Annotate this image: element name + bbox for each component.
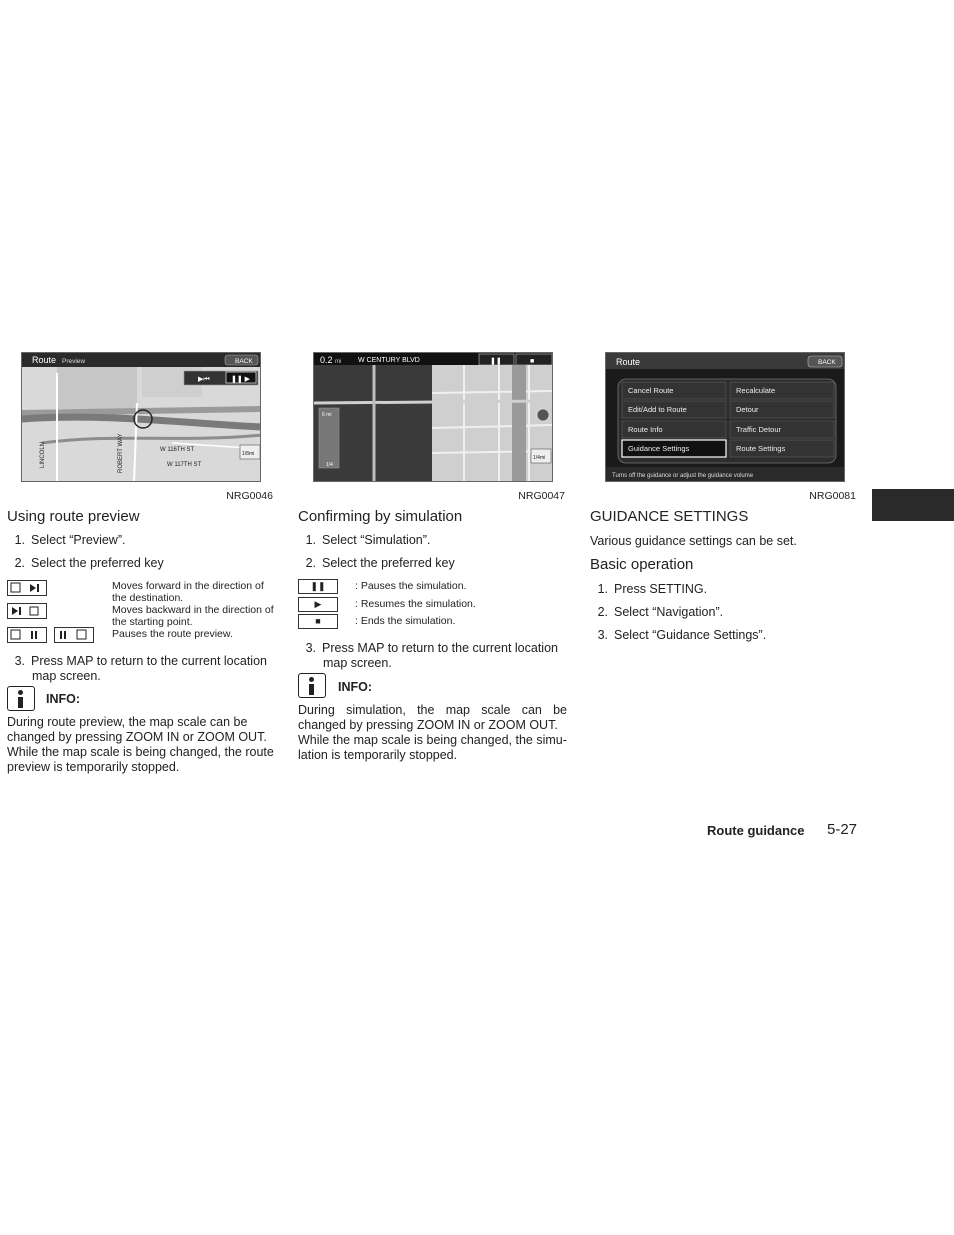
- heading-basic-operation: Basic operation: [590, 556, 694, 573]
- sim-pause-desc: : Pauses the simulation.: [355, 580, 467, 592]
- sim-street: W CENTURY BLVD: [358, 357, 420, 364]
- heading-confirming-by-simulation: Confirming by simulation: [298, 508, 463, 525]
- col1-info-label: INFO:: [46, 692, 81, 706]
- svg-text:❚❚: ❚❚: [490, 358, 502, 365]
- col1-step-2: 2. Select the preferred key: [14, 556, 164, 570]
- section-tab: [872, 489, 954, 521]
- menu-recalculate: Recalculate: [736, 386, 776, 395]
- preview-subtitle: Preview: [62, 358, 86, 365]
- svg-text:■: ■: [530, 358, 535, 365]
- col3-step-3: 3. Select “Guidance Settings”.: [597, 628, 767, 642]
- col1-step-3: 3. Press MAP to return to the current location map screen.: [14, 654, 267, 683]
- figure-route-menu: [605, 352, 845, 482]
- pause-key-icon-a: [7, 627, 47, 643]
- stop-icon: ■: [315, 616, 321, 626]
- menu-back-button: BACK: [818, 359, 836, 366]
- figure-code-nrg0047: NRG0047: [518, 490, 565, 502]
- preview-street-117: W 117TH ST: [167, 462, 202, 468]
- col3-step-1: 1. Press SETTING.: [597, 582, 708, 596]
- sim-end-desc: : Ends the simulation.: [355, 615, 456, 627]
- footer-page-number: 5-27: [827, 821, 858, 838]
- menu-hint: Turns off the guidance or adjust the guidance volume: [612, 473, 754, 479]
- preview-back-button: BACK: [235, 358, 253, 365]
- sim-unit: mi: [335, 359, 342, 365]
- pause-key-icon-b: [54, 627, 94, 643]
- col2-info-label: INFO:: [338, 680, 373, 694]
- col3-step-2: 2. Select “Navigation”.: [597, 605, 724, 619]
- heading-using-route-preview: Using route preview: [7, 508, 140, 525]
- sim-distance: 0.2: [320, 355, 333, 365]
- preview-scale: 1/8mi: [242, 451, 255, 457]
- forward-key-desc: Moves forward in the direction of the destination.: [112, 580, 264, 604]
- info-icon: [7, 686, 35, 711]
- forward-key-icon: [7, 580, 47, 596]
- col2-info-text: During simulation, the map scale can be changed by pressing ZOOM IN or ZOOM OUT. While the map scale is being changed, the simu- lation is temporarily stopped.: [298, 703, 567, 762]
- preview-street-116: W 116TH ST: [160, 447, 195, 453]
- sim-end-key: [298, 614, 338, 629]
- sim-scale-right: 1/4mi: [533, 455, 546, 461]
- pause-icon: ❚❚: [310, 581, 326, 591]
- route-menu-screen: [606, 353, 845, 482]
- svg-text:❚❚ ▶: ❚❚ ▶: [231, 376, 251, 383]
- sim-resume-key: [298, 597, 338, 612]
- backward-key-icon: [7, 603, 47, 619]
- play-icon: ▶: [314, 599, 322, 609]
- menu-guidance-settings: Guidance Settings: [628, 444, 690, 453]
- sim-scale-bottom: 1/4: [326, 462, 333, 468]
- svg-text:▶⏮: ▶⏮: [198, 376, 210, 383]
- figure-route-preview: [21, 352, 261, 482]
- col3-intro: Various guidance settings can be set.: [590, 534, 797, 548]
- footer-section: Route guidance: [707, 823, 805, 838]
- figure-simulation: [313, 352, 553, 482]
- preview-street-robert: ROBERT WAY: [118, 433, 124, 473]
- menu-route-info: Route Info: [628, 425, 663, 434]
- menu-edit-add: Edit/Add to Route: [628, 405, 687, 414]
- figure-code-nrg0081: NRG0081: [809, 490, 856, 502]
- backward-key-desc: Moves backward in the direction of the starting point.: [112, 604, 274, 628]
- sim-pause-key: [298, 579, 338, 594]
- menu-route-settings: Route Settings: [736, 444, 786, 453]
- info-icon: [298, 673, 326, 698]
- menu-detour: Detour: [736, 405, 759, 414]
- col2-step-1: 1. Select “Simulation”.: [305, 533, 431, 547]
- col1-step-1: 1. Select “Preview”.: [14, 533, 126, 547]
- heading-guidance-settings: GUIDANCE SETTINGS: [590, 508, 749, 525]
- menu-cancel-route: Cancel Route: [628, 386, 674, 395]
- figure-code-nrg0046: NRG0046: [226, 490, 273, 502]
- menu-title: Route: [616, 357, 641, 367]
- col2-step-3: 3. Press MAP to return to the current location map screen.: [305, 641, 558, 670]
- simulation-map: [314, 353, 553, 482]
- preview-title: Route: [32, 355, 57, 365]
- col2-step-2: 2. Select the preferred key: [305, 556, 455, 570]
- route-preview-map: [22, 353, 261, 482]
- pause-key-desc: Pauses the route preview.: [112, 628, 233, 640]
- col1-info-text: During route preview, the map scale can be changed by pressing ZOOM IN or ZOOM OUT. While the map scale is being changed, the route preview is temporarily stopped.: [7, 715, 274, 774]
- sim-resume-desc: : Resumes the simulation.: [355, 598, 476, 610]
- sim-scale-left: 6 mi: [322, 412, 332, 418]
- menu-traffic-detour: Traffic Detour: [736, 425, 782, 434]
- preview-street-lincoln: LINCOLN: [40, 441, 46, 468]
